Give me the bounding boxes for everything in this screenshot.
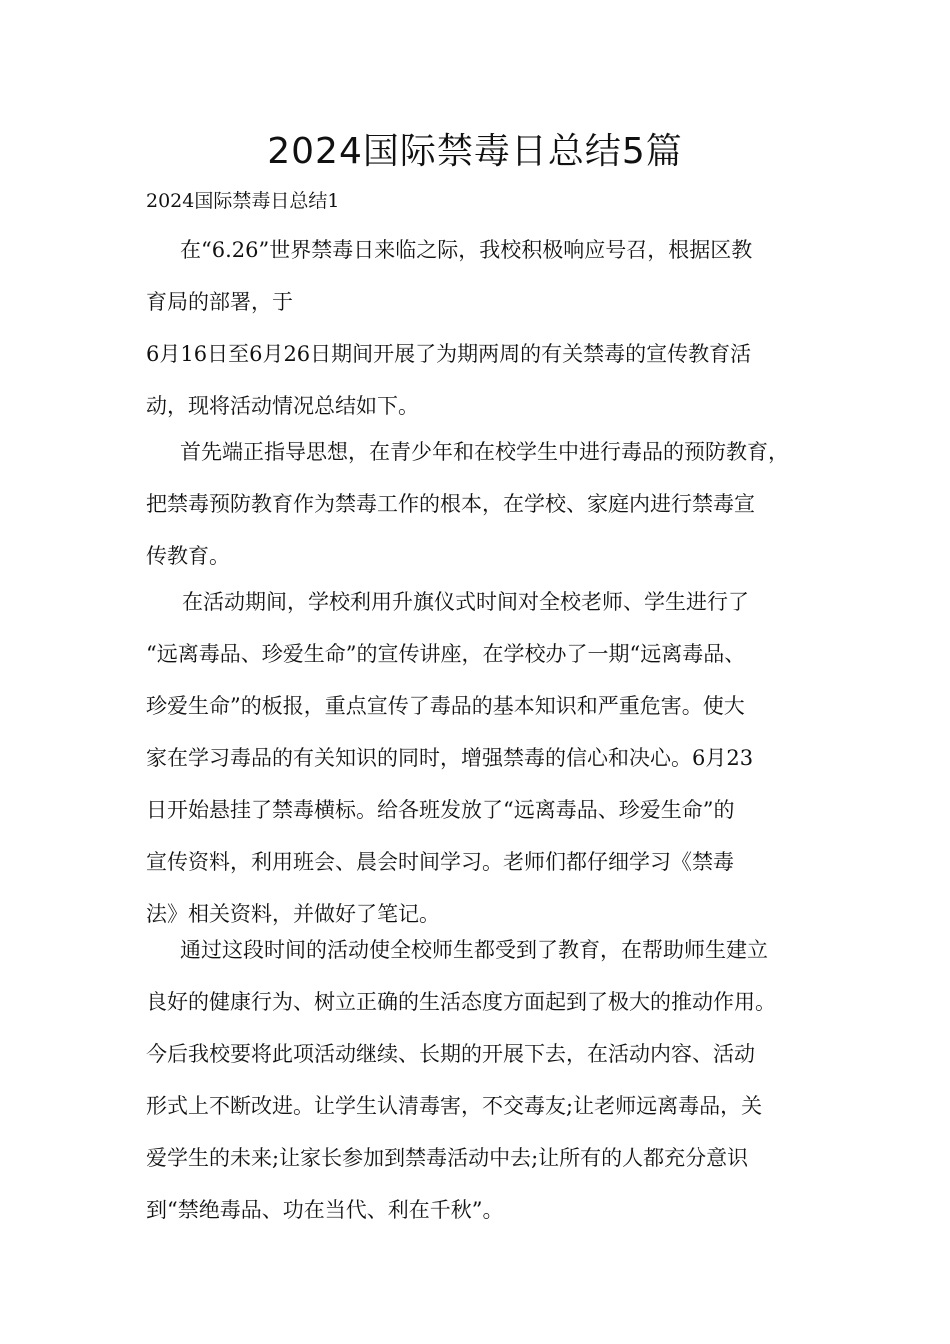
paragraph-4 (146, 576, 810, 940)
paragraph-3 (146, 426, 810, 582)
section-heading: 2024国际禁毒日总结1 (146, 190, 340, 212)
paragraph-line: 通过这段时间的活动使全校师生都受到了教育，在帮助师生建立 (180, 938, 768, 962)
paragraph-line: 在“6.26”世界禁毒日来临之际，我校积极响应号召，根据区教 (180, 238, 753, 262)
paragraph-line: 日开始悬挂了禁毒横标。给各班发放了“远离毒品、珍爱生命”的 (146, 798, 735, 822)
paragraph-1 (146, 224, 810, 328)
paragraph-line: 良好的健康行为、树立正确的生活态度方面起到了极大的推动作用。 (146, 990, 776, 1014)
paragraph-line: 首先端正指导思想，在青少年和在校学生中进行毒品的预防教育， (180, 440, 789, 464)
paragraph-line: 宣传资料，利用班会、晨会时间学习。老师们都仔细学习《禁毒 (146, 850, 734, 874)
paragraph-line: 形式上不断改进。让学生认清毒害，不交毒友;让老师远离毒品，关 (146, 1094, 763, 1118)
paragraph-line: 动，现将活动情况总结如下。 (146, 394, 419, 418)
paragraph-line: 今后我校要将此项活动继续、长期的开展下去，在活动内容、活动 (146, 1042, 755, 1066)
paragraph-line: 在活动期间，学校利用升旗仪式时间对全校老师、学生进行了 (182, 590, 749, 614)
paragraph-line: 法》相关资料，并做好了笔记。 (146, 902, 440, 926)
paragraph-line: 珍爱生命”的板报，重点宣传了毒品的基本知识和严重危害。使大 (146, 694, 745, 718)
paragraph-line: 6月16日至6月26日期间开展了为期两周的有关禁毒的宣传教育活 (146, 342, 752, 366)
document-title: 2024国际禁毒日总结5篇 (267, 131, 683, 172)
paragraph-line: 把禁毒预防教育作为禁毒工作的根本，在学校、家庭内进行禁毒宣 (146, 492, 755, 516)
paragraph-line: 育局的部署，于 (146, 290, 293, 314)
paragraph-line: 家在学习毒品的有关知识的同时，增强禁毒的信心和决心。6月23 (146, 746, 754, 770)
paragraph-2 (146, 328, 810, 432)
paragraph-line: 传教育。 (146, 544, 230, 568)
paragraph-line: “远离毒品、珍爱生命”的宣传讲座，在学校办了一期“远离毒品、 (146, 642, 746, 666)
paragraph-line: 到“禁绝毒品、功在当代、利在千秋”。 (146, 1198, 504, 1222)
paragraph-5 (146, 924, 810, 1236)
paragraph-line: 爱学生的未来;让家长参加到禁毒活动中去;让所有的人都充分意识 (146, 1146, 749, 1170)
